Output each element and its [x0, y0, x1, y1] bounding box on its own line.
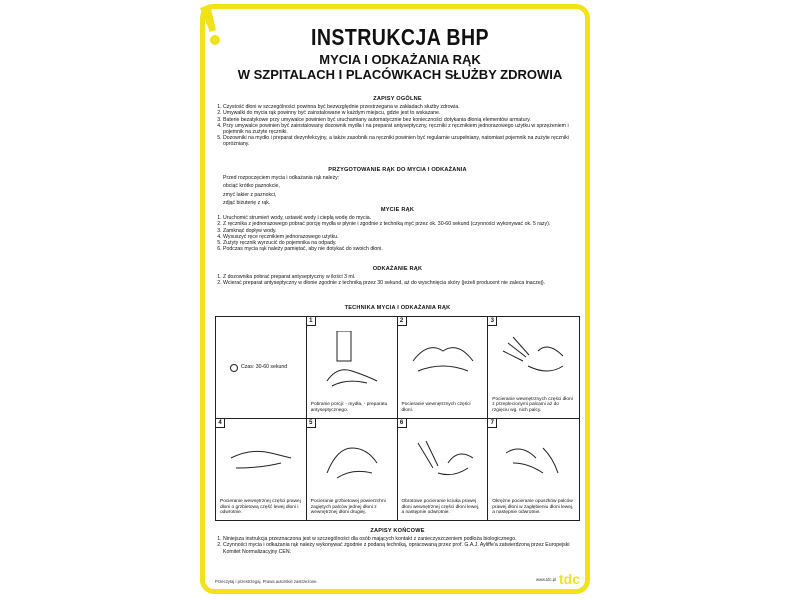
- technique-step: [307, 317, 398, 419]
- section-closing: [215, 528, 580, 555]
- step-caption: Pocieranie wewnętrznych części dłoni z przeplecionymi palcami aż do rzgięciu wg. nich palcy.: [492, 396, 573, 413]
- list-item: 6. Podczas mycia rąk należy pamiętać, aby nie dotykać do swoich dłoni.: [223, 246, 580, 252]
- section-general: [215, 96, 580, 148]
- footer-copyright: Przeczytaj i przestrzegaj. Prawa autorskie zastrzeżone.: [215, 579, 318, 584]
- list-item: 1. Z dozownika pobrać preparat antyseptyczny w ilości 3 ml.: [223, 274, 580, 280]
- title-main: INSTRUKCJA BHP: [311, 24, 489, 50]
- technique-grid: [215, 316, 580, 521]
- list-item: 5. Dozowniki na mydło i preparat dezynfekcyjny, a także zasobnik na ręczniki powinien być regularnie uzupełniany, natomiast pojemnik na zużyte ręczniki opróżniany.: [223, 135, 580, 147]
- list-item: 2. Umywalki do mycia rąk powinny być zainstalowane w każdym miejscu, gdzie jest to wskazane.: [223, 110, 580, 116]
- step-number: 3: [488, 317, 497, 326]
- hands-fingertips-icon: [498, 433, 568, 488]
- technique-step: [307, 419, 398, 521]
- hands-fingers-icon: [317, 433, 387, 488]
- section-heading: ODKAŻANIE RĄK: [372, 266, 423, 272]
- hands-back-icon: [226, 433, 296, 488]
- step-number: 1: [307, 317, 316, 326]
- list-item: zdjąć biżuterię z rąk.: [223, 199, 271, 206]
- step-number: 6: [398, 419, 407, 428]
- section-prep: [215, 167, 580, 206]
- technique-step: [398, 317, 489, 419]
- section-heading: PRZYGOTOWANIE RĄK DO MYCIA I ODKAŻANIA: [328, 167, 467, 173]
- step-caption: Pocieranie grzbietowej powierzchni zagiętych palców jednej dłoni z wewnętrznej dłoni drugiej.: [310, 499, 386, 516]
- step-number: 2: [398, 317, 407, 326]
- list-item: 2. Wcierać preparat antyseptyczny w dłonie zgodnie z techniką przez 30 sekund, aż do wyschnięcia skóry (jeżeli producent nie zaleca inaczej).: [223, 280, 580, 286]
- list-item: 1. Uruchomić strumień wody, ustawić wody i ciepłą wodę do mycia.: [223, 215, 580, 221]
- step-caption: Okrężne pocieranie opuszków palców prawej dłoni w zagłębieniu dłoni lewej, a następnie odwrotnie.: [492, 499, 574, 516]
- time-label-row: [230, 364, 287, 372]
- list-item: obciąć krótko paznokcie,: [223, 183, 280, 190]
- list-item: zmyć lakier z paznokci,: [223, 191, 277, 198]
- step-caption: Obrotowe pocieranie kciuka prawej dłoni wewnętrznej części dłoni lewej, a następnie odwrotnie.: [401, 499, 480, 516]
- list-item: 2. Czynności mycia i odkażania rąk należy wykonywać zgodnie z podaną techniką, opracowaną przez prof. G.A.J. Ayliffe'a zatwierdzoną przez Europejski Komitet Normalizacyjny CEN.: [223, 542, 580, 554]
- time-label: Czas: 30-60 sekund: [241, 364, 288, 371]
- brand-name: tdc: [559, 571, 580, 587]
- section-disinfect: [215, 266, 580, 287]
- hands-palm-icon: [408, 331, 478, 386]
- section-wash: [215, 207, 580, 252]
- section-heading: ZAPISY OGÓLNE: [373, 96, 422, 102]
- step-number: 7: [488, 419, 497, 428]
- list-item: 1. Czystość dłoni w szczególności powinna być bezwzględnie przestrzegana w zakładach służby zdrowia.: [223, 104, 580, 110]
- poster-title: [210, 24, 590, 82]
- hand-dispenser-icon: [317, 331, 387, 391]
- step-number: 5: [307, 419, 316, 428]
- title-sub1: MYCIA I ODKAŻANIA RĄK: [319, 52, 481, 67]
- brand-logo: [536, 571, 580, 587]
- step-caption: Pocieranie wewnętrznej części prawej dłoni o grzbietową część lewej dłoni i odwrotnie.: [220, 499, 301, 516]
- step-caption: Pobranie porcji: - mydła, - preparatu antyseptycznego.: [310, 402, 388, 413]
- section-heading: MYCIE RĄK: [380, 207, 415, 213]
- list-item: 5. Zużyty ręcznik wyrzucić do pojemnika na odpady.: [223, 240, 580, 246]
- technique-step: [488, 317, 579, 419]
- list-item: 4. Wysuszyć ręce ręcznikiem jednorazowego użytku.: [223, 234, 580, 240]
- list-item: 3. Zamknąć dopływ wody.: [223, 228, 580, 234]
- clock-icon: [230, 364, 238, 372]
- section-heading: TECHNIKA MYCIA I ODKAŻANIA RĄK: [344, 305, 451, 311]
- technique-step: [488, 419, 579, 521]
- list-item: 4. Przy umywalce powinien być zainstalowany dozownik mydła i na preparat antyseptyczny, ręczniki z ręcznikiem jednorazowego użytku w sprzężeniem i pojemnik na zużyte ręczniki.: [223, 123, 580, 135]
- hands-thumb-icon: [408, 433, 478, 488]
- step-number: 4: [216, 419, 225, 428]
- title-sub2: W SZPITALACH I PLACÓWKACH SŁUŻBY ZDROWIA: [237, 67, 563, 82]
- poster-footer: [215, 571, 580, 587]
- section-heading: ZAPISY KOŃCOWE: [370, 528, 425, 534]
- technique-step: [216, 419, 307, 521]
- technique-time-cell: [216, 317, 307, 419]
- list-item: 1. Niniejsza instrukcja przeznaczona jest w szczególności dla osób mających kontakt z zanieczyszczeniem podłoża biologicznego.: [223, 536, 580, 542]
- hands-interlaced-icon: [498, 331, 568, 386]
- step-caption: Pocieranie wewnętrznych części dłoni.: [401, 402, 471, 413]
- technique-heading-wrap: [215, 305, 580, 311]
- prep-intro: Przed rozpoczęciem mycia i odkażania rąk należy:: [223, 175, 340, 182]
- technique-step: [398, 419, 489, 521]
- list-item: 2. Z ręcznika z jednorazowego pobrać porcję mydła w płynie i zgodnie z techniką myć przez ok. 30-60 sekund (czynności wykonywać ok. 5 razy).: [223, 221, 580, 227]
- footer-url: www.tdc.pl: [535, 576, 556, 582]
- list-item: 3. Baterie bezatykowe przy umywalce powinien być uruchamiany automatycznie bez konieczności dotykania dłonią elementów armatury.: [223, 117, 580, 123]
